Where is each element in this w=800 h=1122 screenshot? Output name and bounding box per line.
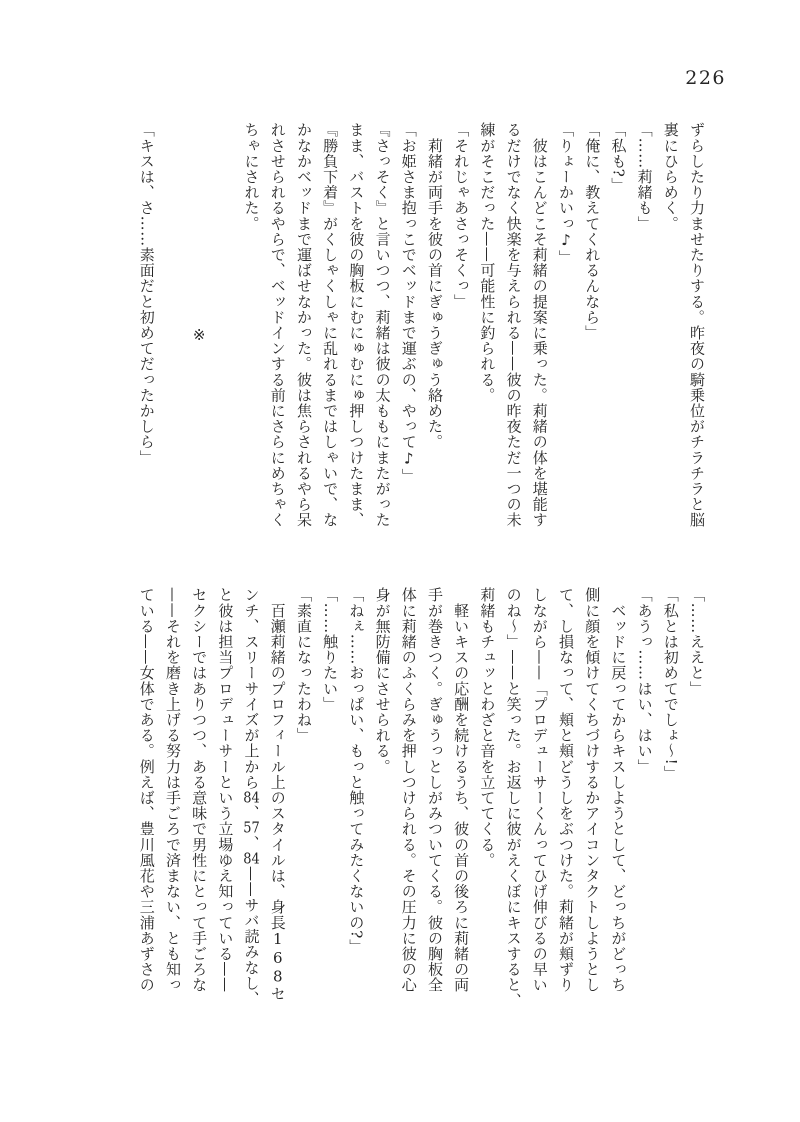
text-line: 体に莉緒のふくらみを押しつけられる。その圧力に彼の心 bbox=[399, 587, 418, 993]
text-line: 「お姫さま抱っこでベッドまで運ぶの、やって♪」 bbox=[399, 122, 418, 484]
text-line: 「……触りたい」 bbox=[321, 587, 340, 712]
text-line: 「……莉緒も」 bbox=[635, 122, 654, 232]
text-line: のね〜」——と笑った。お返しに彼がえくぼにキスすると、 bbox=[504, 587, 523, 1009]
text-line bbox=[212, 122, 238, 548]
text-line: 「素直になったわね」 bbox=[294, 587, 313, 743]
section-divider: ※ bbox=[190, 325, 209, 345]
text-line: かなかベッドまで運ばせなかった。彼は焦らされるやら呆 bbox=[294, 122, 313, 528]
text-line: しながら——「プロデューサーくんってひげ伸びるの早い bbox=[530, 587, 549, 993]
text-block-lower bbox=[134, 587, 710, 1013]
text-line: ンチ、スリーサイズが上から84、57、84——サバ読みなし、 bbox=[242, 587, 261, 1007]
text-line: 「……ええと」 bbox=[688, 587, 706, 697]
text-line: 『勝負下着』がくしゃくしゃに乱れるまではしゃいで、な bbox=[321, 122, 340, 528]
text-line: 「私とは初めてでしょ〜!」 bbox=[661, 587, 680, 781]
text-line: 彼はこんどこそ莉緒の提案に乗った。莉緒の体を堪能す bbox=[530, 122, 549, 528]
text-line: ベッドに戻ってからキスしようとして、どっちがどっち bbox=[609, 587, 628, 993]
text-line: 「私も?」 bbox=[609, 122, 628, 194]
text-line: ずらしたり力ませたりする。昨夜の騎乗位がチラチラと脳 bbox=[688, 122, 706, 528]
text-line: と彼は担当プロデューサーという立場ゆえ知っている—— bbox=[216, 587, 235, 993]
text-line bbox=[160, 122, 186, 548]
text-line: 「それじゃあさっそくっ」 bbox=[452, 122, 471, 310]
text-line: 裏にひらめく。 bbox=[661, 122, 680, 232]
text-line: まま、バストを彼の胸板にむにゅむにゅ押しつけたまま、 bbox=[347, 122, 366, 528]
text-line: ——それを磨き上げる努力は手ごろで済まない、とも知っ bbox=[163, 587, 182, 993]
text-line: 莉緒もチュッとわざと音を立ててくる。 bbox=[478, 587, 497, 868]
text-line: 手が巻きつく。ぎゅうっとしがみついてくる。彼の胸板全 bbox=[425, 587, 444, 993]
text-line: 『さっそく』と言いつつ、莉緒は彼の太ももにまたがった bbox=[373, 122, 392, 528]
text-line: 身が無防備にさせられる。 bbox=[373, 587, 392, 775]
text-line: 「キスは、さ……素面だと初めてだったかしら」 bbox=[137, 122, 156, 466]
text-line: ちゃにされた。 bbox=[242, 122, 261, 232]
text-line: 「ねぇ……おっぱい、もっと触ってみたくないの?」 bbox=[347, 587, 366, 955]
text-line: れさせられるやらで、ベッドインする前にさらにめちゃく bbox=[268, 122, 287, 528]
text-line: 軽いキスの応酬を続けるうち、彼の首の後ろに莉緒の両 bbox=[452, 587, 471, 993]
text-line: 百瀬莉緒のプロフィール上のスタイルは、身長168セ bbox=[268, 587, 287, 1002]
text-line: 側に顔を傾けてくちづけするかアイコンタクトしようとし bbox=[583, 587, 602, 993]
text-line: 「りょーかいっ♪」 bbox=[556, 122, 575, 266]
text-line: るだけでなく快楽を与えられる——彼の昨夜ただ一つの未 bbox=[504, 122, 523, 528]
text-line: 練がそこだった——可能性に釣られる。 bbox=[478, 122, 497, 403]
text-line: セクシーではありつつ、ある意味で男性にとって手ごろな bbox=[190, 587, 209, 993]
text-line: ている——女体である。例えば、豊川風花や三浦あずさの bbox=[137, 587, 156, 993]
text-line: 莉緒が両手を彼の首にぎゅうぎゅう絡めた。 bbox=[425, 122, 444, 450]
text-line: て、し損なって、頬と頬どうしをぶつけた。莉緒が頬ずり bbox=[556, 587, 575, 993]
text-block-upper bbox=[134, 122, 710, 548]
text-line: 「あうっ……はい、はい」 bbox=[635, 587, 654, 775]
text-line: 「俺に、教えてくれるんなら」 bbox=[583, 122, 602, 341]
page-number: 226 bbox=[685, 67, 726, 89]
